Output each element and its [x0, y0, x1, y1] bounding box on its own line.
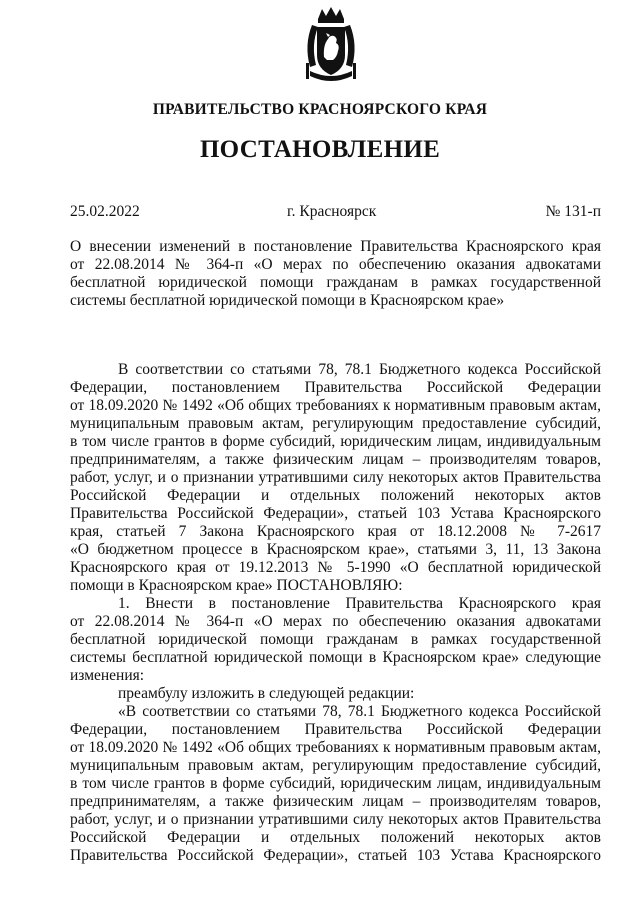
body-line: системы бесплатной юридической помощи в Красноярском крае» следующие — [70, 649, 601, 666]
body-line: «О бюджетном процессе в Красноярском крае», статьями 3, 11, 13 Закона — [70, 541, 601, 558]
document-type-heading: ПОСТАНОВЛЕНИЕ — [199, 136, 441, 163]
body-line: «В соответствии со статьями 78, 78.1 Бюджетного кодекса Российской — [118, 703, 601, 720]
body-line: края, статьей 7 Закона Красноярского края от 18.12.2008 № 7-2617 — [70, 523, 601, 540]
body-line: от 18.09.2020 № 1492 «Об общих требованиях к нормативным правовым актам, — [70, 739, 601, 756]
body-line: Российской Федерации и отдельных положений некоторых актов — [70, 829, 601, 846]
body-line: Федерации, постановлением Правительства Российской Федерации — [70, 379, 601, 396]
body-line: муниципальным правовым актам, регулирующим предоставление субсидий, — [70, 757, 601, 774]
body-line: Красноярского края от 19.12.2013 № 5-1990 «О бесплатной юридической — [70, 559, 601, 576]
body-line: Федерации, постановлением Правительства Российской Федерации — [70, 721, 601, 738]
body-line: 1. Внести в постановление Правительства Красноярского края — [118, 595, 601, 612]
subject-line: системы бесплатной юридической помощи в Красноярском крае» — [70, 292, 505, 309]
body-line: работ, услуг, и о признании утратившими силу некоторых актов Правительства — [70, 811, 601, 828]
body-line: муниципальным правовым актам, регулирующим предоставление субсидий, — [70, 415, 601, 432]
document-number: № 131-п — [545, 203, 601, 220]
body-line: В соответствии со статьями 78, 78.1 Бюджетного кодекса Российской — [118, 361, 601, 378]
document-date: 25.02.2022 — [70, 203, 140, 220]
body-line: в том числе грантов в форме субсидий, юридическим лицам, индивидуальным — [70, 775, 601, 792]
body-line: в том числе грантов в форме субсидий, юридическим лицам, индивидуальным — [70, 433, 601, 450]
document-city: г. Красноярск — [287, 203, 377, 220]
body-line: Правительства Российской Федерации», статьей 103 Устава Красноярского — [70, 505, 601, 522]
body-line: изменения: — [70, 667, 145, 684]
body-line: Правительства Российской Федерации», статьей 103 Устава Красноярского — [70, 847, 601, 864]
subject-line: О внесении изменений в постановление Правительства Красноярского края — [70, 238, 601, 255]
body-line: бесплатной юридической помощи гражданам в рамках государственной — [70, 631, 601, 648]
body-line: преамбулу изложить в следующей редакции: — [118, 685, 415, 702]
body-line: предпринимателям, а также физическим лицам – производителям товаров, — [70, 793, 601, 810]
body-line: помощи в Красноярском крае» ПОСТАНОВЛЯЮ: — [70, 577, 403, 594]
coat-of-arms-emblem — [300, 5, 362, 87]
body-line: работ, услуг, и о признании утратившими силу некоторых актов Правительства — [70, 469, 601, 486]
subject-line: от 22.08.2014 № 364-п «О мерах по обеспечению оказания адвокатами — [70, 256, 601, 273]
body-line: Российской Федерации и отдельных положений некоторых актов — [70, 487, 601, 504]
government-title: ПРАВИТЕЛЬСТВО КРАСНОЯРСКОГО КРАЯ — [152, 101, 488, 118]
body-line: предпринимателям, а также физическим лицам – производителям товаров, — [70, 451, 601, 468]
body-line: от 22.08.2014 № 364-п «О мерах по обеспечению оказания адвокатами — [70, 613, 601, 630]
document-meta-row — [70, 203, 601, 221]
subject-line: бесплатной юридической помощи гражданам в рамках государственной — [70, 274, 601, 291]
body-line: от 18.09.2020 № 1492 «Об общих требованиях к нормативным правовым актам, — [70, 397, 601, 414]
